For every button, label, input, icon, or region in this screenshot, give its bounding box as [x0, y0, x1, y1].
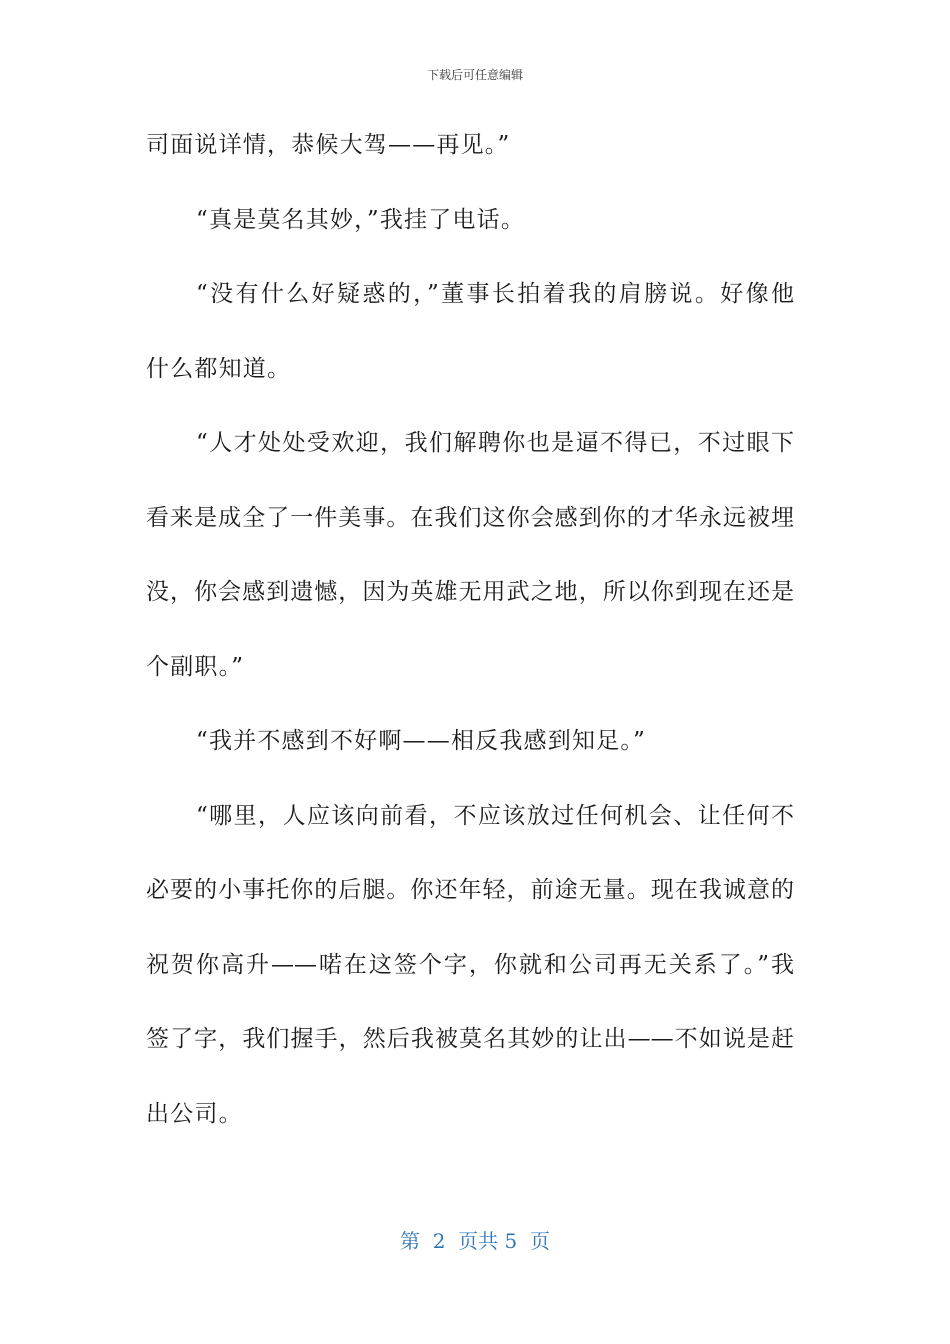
text-line: 没，你会感到遗憾，因为英雄无用武之地，所以你到现在还是 — [146, 579, 794, 605]
text-line: 签了字，我们握手，然后我被莫名其妙的让出——不如说是赶 — [146, 1026, 794, 1052]
text-line: 个副职。” — [146, 653, 245, 680]
document-body — [146, 122, 794, 1165]
text-line: 司面说详情，恭候大驾——再见。” — [146, 132, 511, 158]
text-line: 什么都知道。 — [146, 355, 292, 382]
page-header: 下载后可任意编辑 — [426, 68, 523, 82]
text-line: 看来是成全了一件美事。在我们这你会感到你的才华永远被埋 — [146, 504, 794, 531]
text-line: “人才处处受欢迎，我们解聘你也是逼不得已，不过眼下 — [196, 430, 794, 456]
text-line: “哪里，人应该向前看，不应该放过任何机会、让任何不 — [196, 802, 794, 829]
text-line: “我并不感到不好啊——相反我感到知足。” — [196, 728, 647, 754]
text-line: 必要的小事托你的后腿。你还年轻，前途无量。现在我诚意的 — [146, 877, 794, 903]
text-line: “没有什么好疑惑的，”董事长拍着我的肩膀说。好像他 — [196, 281, 794, 307]
page-number-footer: 第 2 页共 5 页 — [400, 1229, 550, 1253]
text-line: “真是莫名其妙，”我挂了电话。 — [196, 206, 526, 233]
text-line: 出公司。 — [146, 1100, 243, 1127]
text-line: 祝贺你高升——喏在这签个字，你就和公司再无关系了。”我 — [146, 951, 794, 978]
